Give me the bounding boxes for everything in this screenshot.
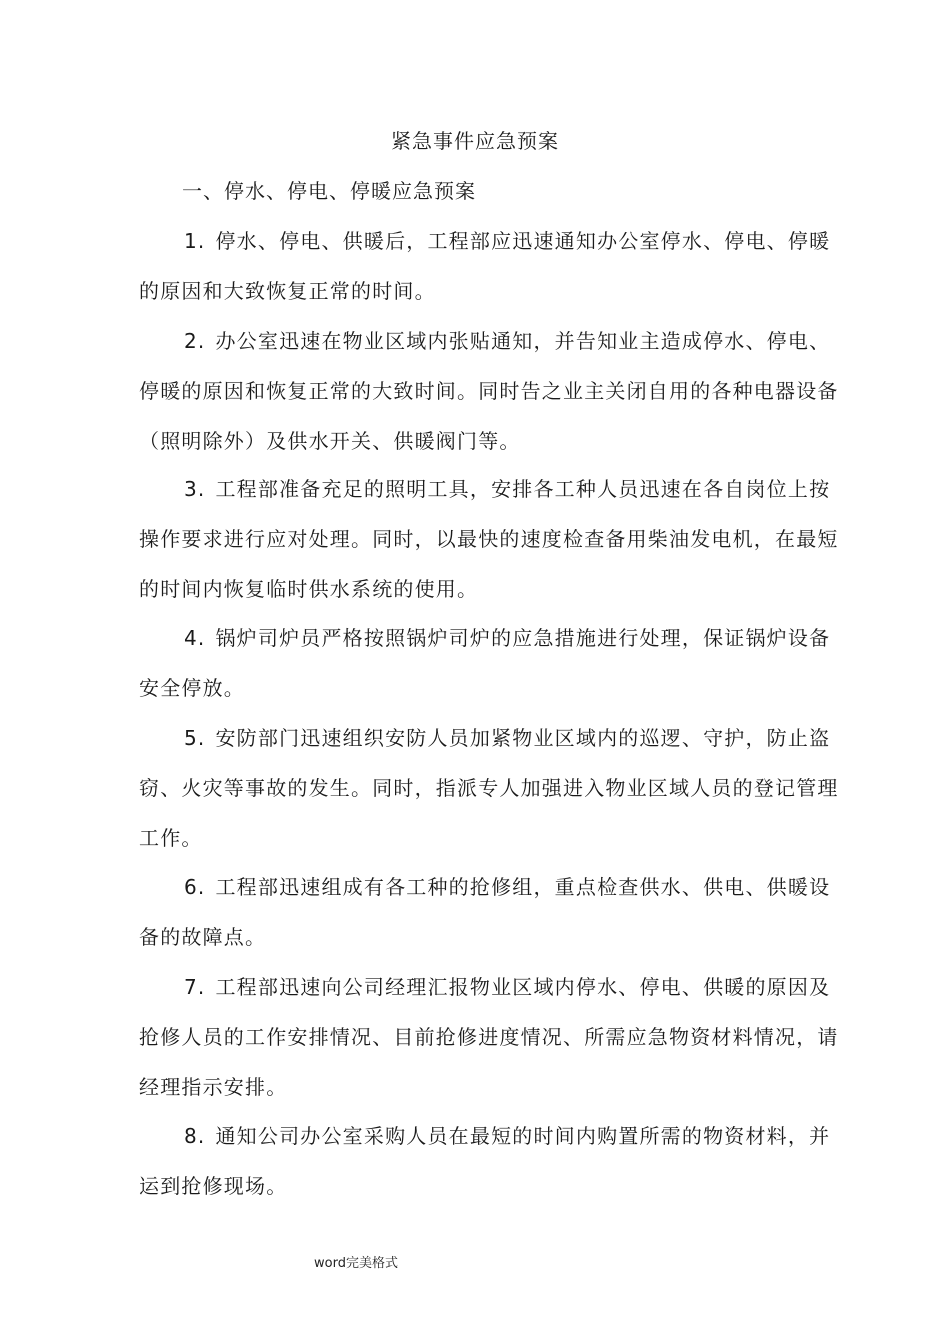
item-number: 4. xyxy=(184,626,206,650)
item-number: 8. xyxy=(184,1124,206,1148)
item-text: 通知公司办公室采购人员在最短的时间内购置所需的物资材料，并运到抢修现场。 xyxy=(139,1124,831,1198)
item-text: 安防部门迅速组织安防人员加紧物业区域内的巡逻、守护，防止盗窃、火灾等事故的发生。同时，指派专人加强进入物业区域人员的登记管理工作。 xyxy=(139,726,839,850)
paragraph-item-8 xyxy=(139,1111,839,1211)
item-number: 7. xyxy=(184,975,206,999)
item-text: 锅炉司炉员严格按照锅炉司炉的应急措施进行处理，保证锅炉设备安全停放。 xyxy=(139,626,831,700)
item-text: 工程部迅速组成有各工种的抢修组，重点检查供水、供电、供暖设备的故障点。 xyxy=(139,875,831,949)
item-number: 1. xyxy=(184,229,206,253)
page-footer: word完美格式 xyxy=(314,1256,398,1271)
document-title: 紧急事件应急预案 xyxy=(391,129,559,153)
paragraph-item-1 xyxy=(139,216,839,316)
paragraph-item-6 xyxy=(139,862,839,962)
paragraph-item-3 xyxy=(139,464,839,614)
paragraph-item-2 xyxy=(139,316,839,466)
item-text: 工程部准备充足的照明工具，安排各工种人员迅速在各自岗位上按操作要求进行应对处理。同时，以最快的速度检查备用柴油发电机，在最短的时间内恢复临时供水系统的使用。 xyxy=(139,477,839,601)
item-text: 工程部迅速向公司经理汇报物业区域内停水、停电、供暖的原因及抢修人员的工作安排情况、目前抢修进度情况、所需应急物资材料情况，请经理指示安排。 xyxy=(139,975,839,1099)
section-heading: 一、停水、停电、停暖应急预案 xyxy=(182,179,476,203)
paragraph-item-7 xyxy=(139,962,839,1112)
item-number: 3. xyxy=(184,477,206,501)
item-text: 停水、停电、供暖后，工程部应迅速通知办公室停水、停电、停暖的原因和大致恢复正常的时间。 xyxy=(139,229,831,303)
item-text: 办公室迅速在物业区域内张贴通知，并告知业主造成停水、停电、停暖的原因和恢复正常的大致时间。同时告之业主关闭自用的各种电器设备（照明除外）及供水开关、供暖阀门等。 xyxy=(139,329,839,453)
paragraph-item-5 xyxy=(139,713,839,863)
item-number: 2. xyxy=(184,329,206,353)
item-number: 6. xyxy=(184,875,206,899)
paragraph-item-4 xyxy=(139,613,839,713)
item-number: 5. xyxy=(184,726,206,750)
